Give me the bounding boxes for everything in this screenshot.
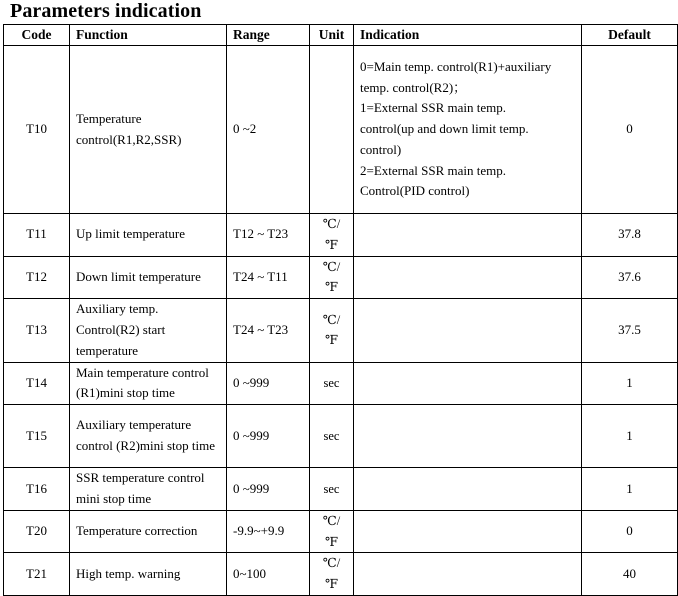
table-row <box>4 214 678 257</box>
parameters-table <box>3 24 678 596</box>
unit-line: ℉ <box>324 534 339 549</box>
cell-code: T21 <box>4 553 70 596</box>
indication-line: temp. control(R2)； <box>360 79 467 95</box>
cell-default: 1 <box>582 468 678 511</box>
cell-code: T11 <box>4 214 70 257</box>
unit-line: ℉ <box>324 577 339 592</box>
table-row <box>4 553 678 596</box>
table-row <box>4 362 678 405</box>
cell-range: 0~100 <box>227 553 310 596</box>
cell-code: T15 <box>4 405 70 468</box>
cell-indication <box>354 299 582 362</box>
header-row <box>4 25 678 46</box>
cell-default: 1 <box>582 405 678 468</box>
cell-function: Down limit temperature <box>70 256 227 299</box>
cell-function: SSR temperature control mini stop time <box>70 468 227 511</box>
col-header-range: Range <box>227 25 310 46</box>
cell-range: 0 ~999 <box>227 405 310 468</box>
cell-indication <box>354 468 582 511</box>
table-row <box>4 468 678 511</box>
cell-function: Temperature correction <box>70 510 227 553</box>
cell-code: T20 <box>4 510 70 553</box>
unit-line: ℃/ <box>322 312 341 327</box>
table-row <box>4 510 678 553</box>
col-header-default: Default <box>582 25 678 46</box>
cell-unit <box>310 256 354 299</box>
cell-indication <box>354 362 582 405</box>
cell-range: T24 ~ T23 <box>227 299 310 362</box>
cell-range: 0 ~999 <box>227 468 310 511</box>
unit-line: ℃/ <box>322 259 341 274</box>
cell-unit <box>310 405 354 468</box>
cell-code: T13 <box>4 299 70 362</box>
cell-default: 0 <box>582 46 678 214</box>
cell-function: Auxiliary temp. Control(R2) start temperature <box>70 299 227 362</box>
cell-indication <box>354 405 582 468</box>
unit-line: sec <box>323 481 340 496</box>
page-title: Parameters indication <box>10 0 202 22</box>
cell-range: 0 ~2 <box>227 46 310 214</box>
cell-unit <box>310 214 354 257</box>
col-header-indication: Indication <box>354 25 582 46</box>
cell-range: -9.9~+9.9 <box>227 510 310 553</box>
unit-line: ℉ <box>324 333 339 348</box>
cell-default: 37.6 <box>582 256 678 299</box>
cell-code: T12 <box>4 256 70 299</box>
cell-default: 37.5 <box>582 299 678 362</box>
cell-indication <box>354 214 582 257</box>
unit-line: ℃/ <box>322 513 341 528</box>
cell-indication <box>354 256 582 299</box>
cell-default: 40 <box>582 553 678 596</box>
col-header-code: Code <box>4 25 70 46</box>
indication-line: control) <box>360 141 402 157</box>
cell-function: Temperature control(R1,R2,SSR) <box>70 46 227 214</box>
cell-function: Main temperature control (R1)mini stop time <box>70 362 227 405</box>
indication-line: 0=Main temp. control(R1)+auxiliary <box>360 58 552 74</box>
cell-code: T16 <box>4 468 70 511</box>
cell-default: 1 <box>582 362 678 405</box>
cell-indication <box>354 553 582 596</box>
cell-unit <box>310 362 354 405</box>
cell-function: Up limit temperature <box>70 214 227 257</box>
cell-function: Auxiliary temperature control (R2)mini stop time <box>70 405 227 468</box>
unit-line: sec <box>323 428 340 443</box>
cell-unit <box>310 299 354 362</box>
cell-indication <box>354 46 582 214</box>
cell-default: 0 <box>582 510 678 553</box>
cell-unit <box>310 553 354 596</box>
table-row <box>4 299 678 362</box>
cell-indication <box>354 510 582 553</box>
cell-unit <box>310 46 354 214</box>
indication-line: 2=External SSR main temp. <box>360 162 506 178</box>
table-row <box>4 46 678 214</box>
cell-unit <box>310 510 354 553</box>
unit-line: ℉ <box>324 280 339 295</box>
unit-line: ℃/ <box>322 556 341 571</box>
col-header-function: Function <box>70 25 227 46</box>
cell-function: High temp. warning <box>70 553 227 596</box>
table-body <box>4 46 678 596</box>
cell-unit <box>310 468 354 511</box>
cell-code: T10 <box>4 46 70 214</box>
cell-range: 0 ~999 <box>227 362 310 405</box>
indication-line: control(up and down limit temp. <box>360 121 529 137</box>
indication-line: 1=External SSR main temp. <box>360 100 506 116</box>
cell-range: T24 ~ T11 <box>227 256 310 299</box>
cell-default: 37.8 <box>582 214 678 257</box>
table-row <box>4 405 678 468</box>
indication-line: Control(PID control) <box>360 183 470 199</box>
table-row <box>4 256 678 299</box>
col-header-unit: Unit <box>310 25 354 46</box>
unit-line: ℃/ <box>322 217 341 231</box>
cell-range: T12 ~ T23 <box>227 214 310 257</box>
unit-line: ℉ <box>324 237 339 252</box>
unit-line: sec <box>323 375 340 390</box>
cell-code: T14 <box>4 362 70 405</box>
